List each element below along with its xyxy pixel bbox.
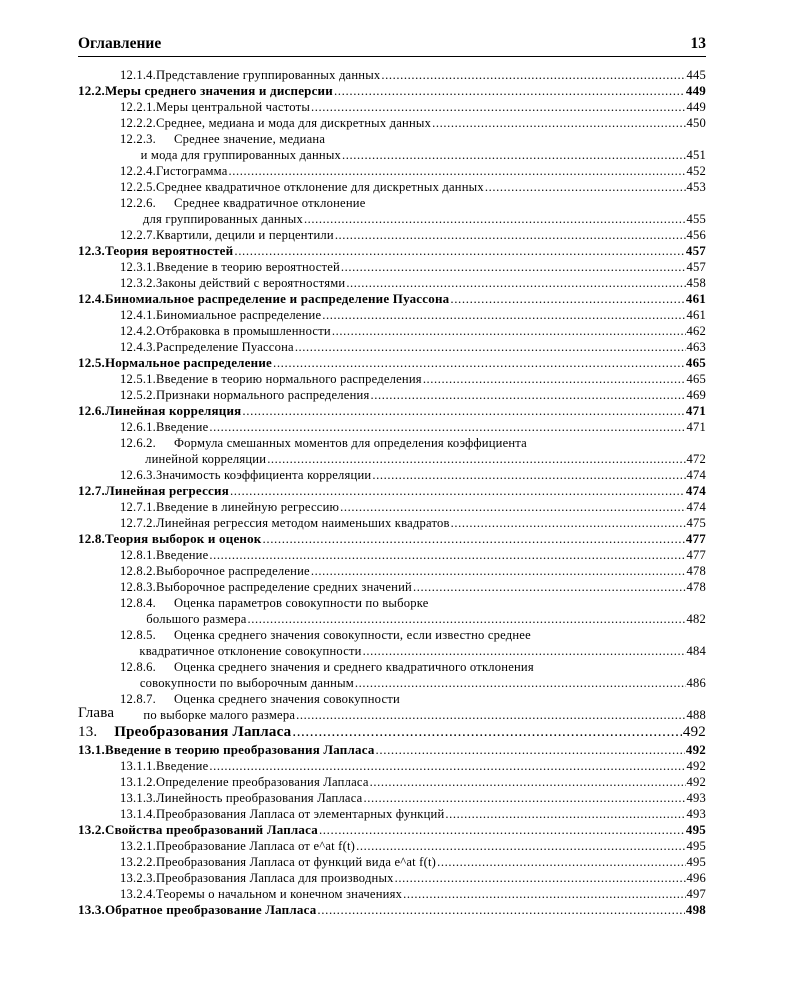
toc-entry[interactable] [78,483,706,499]
toc-entry[interactable] [78,822,706,838]
toc-entry-title: Законы действий с вероятностями [156,276,346,290]
dot-leader [355,675,686,691]
toc-entry-number: 12.7. [78,483,105,498]
dot-leader [267,451,685,467]
toc-entry-page: 484 [686,644,706,658]
toc-entry[interactable] [78,195,706,211]
dot-leader [340,499,685,515]
dot-leader [451,515,686,531]
running-header [78,31,706,53]
dot-leader [296,707,685,723]
toc-entry[interactable] [78,838,706,854]
toc-entry-page: 478 [686,580,706,594]
dot-leader [437,854,685,870]
toc-entry[interactable] [78,403,706,419]
dot-leader [413,579,686,595]
header-title: Оглавление [78,35,162,52]
toc-entry[interactable] [78,659,706,675]
toc-entry-page: 450 [686,116,706,130]
toc-entry-page: 461 [686,308,706,322]
toc-entry-title: и мода для группированных данных [140,148,341,162]
toc-entry-title: Теория вероятностей [105,243,234,258]
toc-entry-number: 12.2. [78,83,105,98]
toc-entry-title: Теоремы о начальном и конечном значениях [156,887,403,901]
dot-leader [242,403,685,419]
toc-entry-number: 13.3. [78,902,105,917]
toc-entry[interactable] [78,387,706,403]
toc-entry[interactable] [78,790,706,806]
toc-entry-title: Введение в теорию нормального распределения [156,372,422,386]
dot-leader [209,758,685,774]
toc-entry-page: 493 [686,791,706,805]
toc-entry-number: 12.2.6. [120,196,157,210]
toc-entry-number: 12.3.2. [120,276,157,290]
toc-entry-title: Линейная корреляция [105,403,242,418]
toc-entry-number: 12.8.1. [120,548,157,562]
toc-entry-title: Представление группированных данных [156,68,381,82]
toc-entry-title: Биномиальное распределение [156,308,322,322]
toc-entry[interactable] [78,419,706,435]
toc-entry-title: Выборочное распределение средних значений [156,580,412,594]
toc-entry-number: 13.1.1. [120,759,157,773]
toc-entry-number: 12.3. [78,243,105,258]
toc-entry-number: 13.1.3. [120,791,157,805]
toc-entry-number: 12.6.3. [120,468,157,482]
dot-leader [317,902,684,918]
toc-entry-page: 474 [686,468,706,482]
dot-leader [230,483,685,499]
toc-entry-page: 471 [685,403,706,418]
toc-entry[interactable] [78,675,706,691]
toc-entry-title: Теория выборок и оценок [105,531,262,546]
toc-entry-title: Нормальное распределение [105,355,272,370]
toc-entry-title: Среднее, медиана и мода для дискретных данных [156,116,432,130]
toc-entry-number: 12.4.1. [120,308,157,322]
toc-entry[interactable] [78,742,706,758]
toc-entry[interactable] [78,99,706,115]
dot-leader [335,227,686,243]
toc-entry-page: 465 [685,355,706,370]
toc-entry[interactable] [78,451,706,467]
toc-entry-page: 471 [686,420,706,434]
toc-entry[interactable] [78,211,706,227]
toc-entry-title: Оценка среднего значения совокупности [174,692,400,706]
toc-entry[interactable] [78,579,706,595]
toc-entry-number: 13.2.2. [120,855,157,869]
toc-entry-page: 495 [686,855,706,869]
toc-entry-number: 12.8.3. [120,580,157,594]
header-page-number: 13 [690,35,706,52]
toc-entry[interactable] [78,499,706,515]
toc-entry[interactable] [78,806,706,822]
dot-leader [234,243,685,259]
toc-entry-page: 445 [686,68,706,82]
dot-leader [432,115,685,131]
toc-entry-page: 495 [686,839,706,853]
dot-leader [247,611,685,627]
toc-entry-number: 12.2.2. [120,116,157,130]
toc-entry-number: 12.2.7. [120,228,157,242]
toc-entry-number: 12.7.1. [120,500,157,514]
toc-entry-number: 13.2. [78,822,105,837]
dot-leader [209,419,685,435]
toc-entry-number: 12.8.7. [120,692,157,706]
toc-entry-number: 13.1.2. [120,775,157,789]
toc-entry-title: Преобразование Лапласа от e^at f(t) [156,839,356,853]
toc-entry[interactable] [78,691,706,707]
header-rule [78,56,706,57]
toc-entry[interactable] [78,371,706,387]
dot-leader [346,275,685,291]
toc-entry-number: 12.5.2. [120,388,157,402]
toc-entry-number: Глава 13. [78,705,115,740]
toc-entry-page: 492 [685,742,706,757]
toc-entry-page: 496 [686,871,706,885]
toc-entry[interactable] [78,275,706,291]
toc-entry[interactable] [78,227,706,243]
dot-leader [332,323,686,339]
toc-entry-number: 12.1.4. [120,68,157,82]
toc-entry-number: 13.1. [78,742,105,757]
toc-entry[interactable] [78,902,706,918]
toc-entry-page: 493 [686,807,706,821]
dot-leader [311,563,686,579]
toc-entry-title: Введение в теорию преобразования Лапласа [105,742,375,757]
toc-entry-page: 474 [685,483,706,498]
toc-entry[interactable] [78,131,706,147]
toc-entry[interactable] [78,643,706,659]
toc-entry[interactable] [78,886,706,902]
toc-entry-page: 457 [686,260,706,274]
dot-leader [292,723,682,742]
dot-leader [229,163,686,179]
toc-entry[interactable] [78,307,706,323]
toc-entry[interactable] [78,243,706,259]
toc-entry-number: 12.2.3. [120,132,157,146]
dot-leader [273,355,685,371]
toc-entry-number: 12.7.2. [120,516,157,530]
toc-entry-page: 492 [686,775,706,789]
toc-entry-title: по выборке малого размера [143,708,296,722]
toc-entry-page: 449 [686,100,706,114]
toc-entry-title: квадратичное отклонение совокупности [139,644,362,658]
toc-entry[interactable] [78,467,706,483]
toc-entry[interactable] [78,870,706,886]
toc-entry-title: Преобразования Лапласа для производных [156,871,394,885]
toc-entry-title: Введение [156,759,209,773]
dot-leader [342,147,686,163]
dot-leader [485,179,686,195]
toc-entry-title: Введение [156,548,209,562]
toc-entry-number: 12.6.1. [120,420,157,434]
dot-leader [376,742,685,758]
toc-entry-title: Значимость коэффициента корреляции [156,468,372,482]
toc-entry-number: 13.2.3. [120,871,157,885]
toc-entry-title: Меры центральной частоты [156,100,310,114]
toc-entry-number: 12.6.2. [120,436,157,450]
toc-entry-page: 472 [686,452,706,466]
toc-entry-page: 477 [685,531,706,546]
toc-entry-page: 488 [686,708,706,722]
toc-entry-page: 461 [685,291,706,306]
toc-entry-title: Биномиальное распределение и распределение Пуассона [105,291,450,306]
toc-entry-number: 12.4. [78,291,105,306]
toc-entry-number: 12.4.2. [120,324,157,338]
toc-entry-title: линейной корреляции [145,452,267,466]
dot-leader [356,838,685,854]
toc-entry-number: 12.8.6. [120,660,157,674]
toc-entry-title: Признаки нормального распределения [156,388,370,402]
toc-entry[interactable] [78,115,706,131]
toc-entry-number: 12.5.1. [120,372,157,386]
toc-entry[interactable] [78,595,706,611]
toc-entry-page: 498 [685,902,706,917]
toc-entry-page: 492 [686,759,706,773]
toc-entry-number: 12.2.4. [120,164,157,178]
toc-entry[interactable] [78,339,706,355]
dot-leader [209,547,685,563]
dot-leader [395,870,686,886]
toc-entry-page: 451 [686,148,706,162]
toc-entry-page: 463 [686,340,706,354]
toc-entry-number: 13.1.4. [120,807,157,821]
toc-entry-title: Определение преобразования Лапласа [156,775,369,789]
toc-entry-title: Оценка параметров совокупности по выборке [174,596,429,610]
dot-leader [450,291,685,307]
dot-leader [341,259,686,275]
toc-entry-title: Оценка среднего значения совокупности, если известно среднее [174,628,531,642]
toc-entry-page: 486 [686,676,706,690]
toc-entry-title: Линейность преобразования Лапласа [156,791,363,805]
toc-entry-title: Оценка среднего значения и среднего квадратичного отклонения [174,660,534,674]
toc-entry-page: 449 [685,83,706,98]
toc-entry-page: 497 [686,887,706,901]
toc-entry-number: 12.6. [78,403,105,418]
toc-entry-page: 492 [682,724,706,740]
toc-entry-title: Введение в линейную регрессию [156,500,340,514]
toc-entry-title: для группированных данных [142,212,303,226]
toc-entry-title: Среднее значение, медиана [174,132,326,146]
toc-entry-title: совокупности по выборочным данным [139,676,354,690]
toc-entry-title: Обратное преобразование Лапласа [105,902,317,917]
toc-entry[interactable] [78,323,706,339]
toc-entry[interactable] [78,563,706,579]
toc-entry[interactable] [78,627,706,643]
toc-entry[interactable] [78,774,706,790]
toc-entry-page: 469 [686,388,706,402]
dot-leader [381,67,685,83]
toc-entry[interactable] [78,355,706,371]
dot-leader [322,307,685,323]
dot-leader [363,790,685,806]
toc-entry-page: 475 [686,516,706,530]
toc-entry[interactable] [78,707,706,723]
toc-entry-title: Преобразования Лапласа [114,724,292,740]
dot-leader [370,774,686,790]
toc-entry-number: 12.5. [78,355,105,370]
toc-entry-page: 453 [686,180,706,194]
toc-entry-title: Отбраковка в промышленности [156,324,331,338]
toc-entry-page: 482 [686,612,706,626]
toc-entry[interactable] [78,291,706,307]
toc-entry-title: Выборочное распределение [156,564,310,578]
dot-leader [372,467,685,483]
toc-entry-title: Линейная регрессия [105,483,229,498]
toc-entry-number: 13.2.1. [120,839,157,853]
toc-entry[interactable] [78,547,706,563]
dot-leader [403,886,685,902]
toc-entry-title: Квартили, децили и перцентили [156,228,334,242]
toc-entry[interactable] [78,147,706,163]
toc-entry[interactable] [78,163,706,179]
toc-entry[interactable] [78,83,706,99]
dot-leader [370,387,685,403]
toc-entry-title: Среднее квадратичное отклонение [174,196,366,210]
toc-entry-title: Свойства преобразований Лапласа [105,822,318,837]
toc-entry-title: Среднее квадратичное отклонение для дискретных данных [156,180,484,194]
dot-leader [295,339,686,355]
toc-entry-title: Введение [156,420,209,434]
toc-entry-page: 474 [686,500,706,514]
dot-leader [363,643,686,659]
toc-entry-page: 457 [685,243,706,258]
dot-leader [304,211,686,227]
toc-entry-page: 462 [686,324,706,338]
toc-entry-page: 458 [686,276,706,290]
toc-entry-title: большого размера [146,612,247,626]
toc-entry-title: Формула смешанных моментов для определения коэффициента [174,436,527,450]
toc-entry-number: 12.8.4. [120,596,157,610]
dot-leader [319,822,685,838]
dot-leader [311,99,686,115]
toc-entry[interactable] [78,435,706,451]
table-of-contents [78,67,706,918]
toc-entry-number: 12.4.3. [120,340,157,354]
toc-entry-title: Распределение Пуассона [156,340,294,354]
toc-entry-number: 12.8.2. [120,564,157,578]
dot-leader [334,83,685,99]
toc-entry-page: 495 [685,822,706,837]
toc-entry-title: Введение в теорию вероятностей [156,260,340,274]
toc-entry-page: 478 [686,564,706,578]
toc-entry-page: 455 [686,212,706,226]
toc-entry[interactable] [78,67,706,83]
toc-entry-title: Преобразования Лапласа от элементарных функций [156,807,445,821]
toc-entry-title: Линейная регрессия методом наименьших квадратов [156,516,450,530]
toc-entry-number: 13.2.4. [120,887,157,901]
toc-entry-title: Преобразования Лапласа от функций вида e^at f(t) [156,855,437,869]
toc-entry-page: 452 [686,164,706,178]
dot-leader [445,806,685,822]
toc-entry[interactable] [78,515,706,531]
toc-entry-number: 12.8.5. [120,628,157,642]
toc-entry-number: 12.2.5. [120,180,157,194]
toc-entry[interactable] [78,854,706,870]
toc-entry[interactable] [78,259,706,275]
toc-entry-page: 477 [686,548,706,562]
toc-entry-number: 12.8. [78,531,105,546]
toc-entry[interactable] [78,758,706,774]
toc-entry[interactable] [78,179,706,195]
toc-entry-number: 12.3.1. [120,260,157,274]
toc-entry-title: Гистограмма [156,164,228,178]
dot-leader [423,371,686,387]
toc-entry-page: 465 [686,372,706,386]
dot-leader [263,531,685,547]
toc-entry[interactable] [78,531,706,547]
toc-entry-page: 456 [686,228,706,242]
toc-entry[interactable] [78,611,706,627]
toc-entry-title: Меры среднего значения и дисперсии [105,83,333,98]
toc-entry-number: 12.2.1. [120,100,157,114]
